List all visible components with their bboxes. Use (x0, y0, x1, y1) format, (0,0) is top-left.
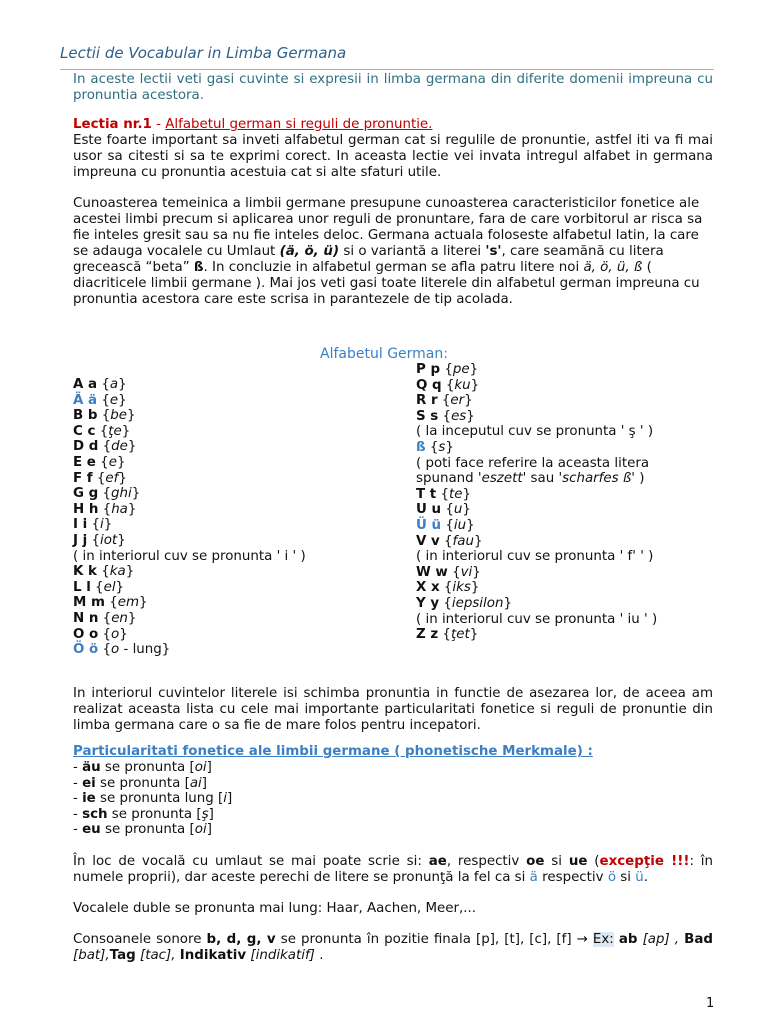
alphabet-letter: Ä ä (73, 392, 98, 408)
alphabet-right-column (416, 362, 657, 643)
alphabet-pronunciation: iot (100, 532, 118, 548)
alphabet-row: O o {o} (73, 626, 128, 642)
example-pron-1: [ap] , (642, 932, 680, 947)
exception-label: excepţie !!! (599, 854, 690, 869)
note-part: ' sau ' (522, 471, 563, 487)
alphabet-letter: X x (416, 580, 440, 596)
example-pron-4: [indikatif] (250, 948, 315, 963)
phonetic-rule: - sch se pronunta [ş] (73, 806, 214, 822)
alphabet-row: I i {i} (73, 517, 113, 533)
phonetic-rule: - eu se pronunta [oi] (73, 822, 212, 838)
u-text-8: . (643, 870, 649, 885)
alphabet-left-column (73, 377, 306, 658)
c-text-2: se pronunta în pozitie finala [p], [t], [c], [f] (280, 932, 572, 947)
sonorous-letters: b, d, g, v (206, 932, 276, 947)
rule-text: se pronunta (100, 760, 190, 775)
alphabet-letter: U u (416, 502, 442, 518)
document-title: Lectii de Vocabular in Limba Germana (60, 44, 347, 62)
alphabet-row: J j {iot} (73, 532, 126, 548)
alphabet-letter: F f (73, 470, 93, 486)
alphabet-note (416, 471, 657, 487)
note-italic: scharfes ß (562, 471, 632, 487)
alphabet-suffix: - lung (119, 642, 162, 658)
alphabet-pronunciation: el (103, 579, 116, 595)
u-text-4: ( (594, 854, 600, 869)
rule-text: se pronunta lung (95, 791, 219, 807)
p2-text-5: ( diacriticele limbii germane ). Mai jos veti gasi toate literele din alfabetul german impreuna cu pronuntia acestora care este scrisa in parantezele de tip acolada. (73, 260, 700, 307)
alphabet-letter: L l (73, 579, 91, 595)
alphabet-row: S s {es} (416, 408, 475, 424)
alphabet-title: Alfabetul German: (320, 346, 448, 362)
alphabet-pronunciation: iepsilon (451, 595, 504, 611)
rule-prefix: - (73, 806, 83, 822)
alphabet-row: L l {el} (73, 579, 125, 595)
umlaut-u: ü (635, 870, 644, 885)
alphabet-row: Ä ä {e} (73, 392, 127, 408)
alphabet-pronunciation: ghi (111, 486, 132, 502)
alphabet-row: Z z {ţet} (416, 627, 479, 643)
alphabet-letter: K k (73, 564, 97, 580)
consonants-paragraph (73, 932, 713, 964)
alphabet-pronunciation: pe (452, 362, 470, 377)
alphabet-letter: V v (416, 533, 440, 549)
u-text-1: În loc de vocală cu umlaut se mai poate scrie si: (73, 854, 422, 869)
u-text-6: respectiv (542, 870, 604, 885)
rule-text: se pronunta (100, 822, 190, 838)
alphabet-row: G g {ghi} (73, 486, 141, 502)
rule-pronunciation: ş (201, 806, 209, 822)
alphabet-pronunciation: ha (111, 501, 128, 517)
umlaut-a: ä (529, 870, 538, 885)
alphabet-letter: O o (73, 626, 99, 642)
alphabet-letter: W w (416, 564, 448, 580)
alphabet-letter: Ö ö (73, 642, 99, 658)
alphabet-pronunciation: ku (454, 377, 471, 393)
alphabet-pronunciation: em (117, 595, 140, 611)
alphabet-letter: Y y (416, 595, 440, 611)
rule-prefix: - (73, 775, 83, 791)
alphabet-note: ( in interiorul cuv se pronunta ' i ' ) (73, 548, 306, 564)
alphabet-row: D d {de} (73, 439, 137, 455)
alphabet-pronunciation: a (109, 377, 119, 392)
example-label: Ex: (592, 932, 614, 947)
rule-text: se pronunta (107, 806, 197, 822)
alphabet-row: N n {en} (73, 610, 137, 626)
p2-text-4: . In concluzie in alfabetul german se afla patru litere noi (203, 260, 580, 275)
intro-paragraph: In aceste lectii veti gasi cuvinte si expresii in limba germana din diferite domenii impreuna cu pronuntia acestora. (73, 72, 713, 103)
alphabet-row: F f {ef} (73, 470, 127, 486)
u-text-5: : în numele proprii), dar aceste perechi de litere se pronunţă la fel ca si (73, 854, 713, 885)
alphabet-note: ( poti face referire la aceasta litera (416, 455, 650, 471)
note-italic: eszett (481, 471, 523, 487)
alphabet-pronunciation: fau (452, 533, 474, 549)
alphabet-letter: J j (73, 532, 88, 548)
alphabet-letter: ß (416, 439, 426, 455)
alphabet-row: K k {ka} (73, 564, 135, 580)
alphabet-pronunciation: vi (460, 564, 473, 580)
page-number: 1 (706, 996, 715, 1011)
alphabet-letter: G g (73, 486, 99, 502)
phonetics-heading: Particularitati fonetice ale limbii germane ( phonetische Merkmale) : (73, 744, 593, 759)
u-text-7: si (620, 870, 631, 885)
alphabet-row: W w {vi} (416, 564, 481, 580)
alphabet-row: H h {ha} (73, 501, 137, 517)
rule-pronunciation: ai (189, 775, 202, 791)
alphabet-pronunciation: s (438, 439, 446, 455)
alphabet-pronunciation: ţe (108, 423, 122, 439)
alphabet-pronunciation: te (448, 486, 463, 502)
alphabet-letter: Z z (416, 627, 439, 643)
eszett-letter: ß (193, 260, 204, 275)
pronunciation-paragraph: In interiorul cuvintelor literele isi schimba pronuntia in functie de asezarea lor, de aceea am realizat aceasta lista cu cele mai importante particularitati fonetice si reguli de pronuntie din limba germana care o sa fie de mare folos pentru incepatori. (73, 686, 713, 733)
alphabet-note: ( la inceputul cuv se pronunta ' ş ' ) (416, 424, 654, 440)
phonetic-rule: - ie se pronunta lung [i] (73, 791, 233, 807)
p2-text-3: , care seamănă cu litera grecească “beta” (73, 244, 664, 275)
lesson-heading (73, 117, 713, 133)
alphabet-row: E e {e} (73, 454, 126, 470)
lesson-section (73, 117, 713, 181)
alphabet-pronunciation: be (110, 408, 127, 424)
alphabet-pronunciation: ţet (450, 627, 470, 643)
rule-pronunciation: oi (194, 822, 207, 838)
alphabet-letter: Q q (416, 377, 442, 393)
example-word-3: Tag (109, 948, 136, 963)
phonetics-intro-paragraph (73, 196, 713, 308)
alphabet-letter: D d (73, 439, 99, 455)
umlaut-o: ö (607, 870, 617, 885)
ue-pair: ue (568, 854, 588, 869)
rule-letters: äu (82, 760, 101, 775)
double-vowels-paragraph: Vocalele duble se pronunta mai lung: Haar, Aachen, Meer,... (73, 901, 477, 916)
phonetic-rule: - äu se pronunta [oi] (73, 760, 212, 775)
note-part: ' ) (631, 471, 645, 487)
alphabet-row: Ü ü {iu} (416, 517, 475, 533)
rule-letters: eu (82, 822, 101, 838)
alphabet-pronunciation: u (453, 502, 463, 518)
rule-letters: ei (82, 775, 96, 791)
alphabet-row: C c {ţe} (73, 423, 131, 439)
example-word-2: Bad (684, 932, 713, 947)
header-divider (60, 69, 714, 70)
alphabet-pronunciation: de (111, 439, 128, 455)
alphabet-pronunciation: ef (105, 470, 119, 486)
rule-letters: ie (82, 791, 96, 807)
alphabet-row: Y y {iepsilon} (416, 595, 512, 611)
alphabet-pronunciation: e (108, 454, 117, 470)
alphabet-pronunciation: e (109, 392, 119, 408)
alphabet-letter: R r (416, 393, 438, 409)
rule-prefix: - (73, 791, 83, 807)
rule-letters: sch (82, 806, 108, 822)
note-part: spunand ' (416, 471, 482, 487)
example-word-1: ab (618, 932, 638, 947)
alphabet-pronunciation: o (111, 626, 120, 642)
alphabet-row: B b {be} (73, 408, 136, 424)
alphabet-pronunciation: ka (109, 564, 126, 580)
alphabet-letter: E e (73, 454, 96, 470)
alphabet-letter: T t (416, 486, 437, 502)
alphabet-letter: N n (73, 610, 99, 626)
alphabet-letter: S s (416, 408, 439, 424)
alphabet-pronunciation: en (111, 610, 128, 626)
rule-prefix: - (73, 822, 83, 838)
alphabet-note: ( in interiorul cuv se pronunta ' f' ' ) (416, 549, 654, 565)
lesson-separator: - (156, 117, 161, 132)
umlaut-letters: (ä, ö, ü) (279, 244, 340, 259)
u-text-2: , respectiv (446, 854, 520, 869)
alphabet-note: ( in interiorul cuv se pronunta ' iu ' ) (416, 611, 658, 627)
alphabet-row: Ö ö {o - lung} (73, 642, 171, 658)
alphabet-letter: M m (73, 595, 105, 611)
alphabet-letter: B b (73, 408, 98, 424)
alphabet-letter: H h (73, 501, 99, 517)
alphabet-pronunciation: iks (452, 580, 471, 596)
rule-prefix: - (73, 760, 83, 775)
c-end: . (319, 948, 324, 963)
alphabet-row: Q q {ku} (416, 377, 480, 393)
alphabet-letter: A a (73, 377, 98, 392)
oe-pair: oe (526, 854, 545, 869)
alphabet-letter: I i (73, 517, 88, 533)
new-letters: ä, ö, ü, ß (583, 260, 643, 275)
alphabet-row: P p {pe} (416, 362, 479, 377)
p2-text-1: Cunoasterea temeinica a limbii germane presupune cunoasterea caracteristicilor fonetice ale acestei limbi precum si aplicarea unor reguli de pronuntare, fara de care vorbitorul ar risca sa fie inteles gresit sau sa nu fie inteles deloc. Germana actuala foloseste alfabetul latin, la care se adauga vocalele cu Umlaut (73, 196, 703, 259)
phonetic-rule: - ei se pronunta [ai] (73, 775, 207, 791)
lesson-text: Este foarte important sa inveti alfabetul german cat si regulile de pronuntie, astfel iti va fi mai usor sa citesti si sa te exprimi corect. In aceasta lectie vei invata intregul alfabet in germana impreuna cu pronuntia acestuia cat si alte sfaturi utile. (73, 133, 713, 180)
lesson-title: Alfabetul german si reguli de pronuntie. (165, 117, 433, 132)
alphabet-letter: P p (416, 362, 441, 377)
phonetics-rules-list (73, 760, 232, 838)
alphabet-pronunciation: er (450, 393, 465, 409)
alphabet-row: M m {em} (73, 595, 148, 611)
alphabet-pronunciation: es (451, 408, 467, 424)
alphabet-row: ß {s} (416, 439, 454, 455)
alphabet-row: R r {er} (416, 393, 473, 409)
rule-pronunciation: oi (194, 760, 207, 775)
alphabet-letter: C c (73, 423, 96, 439)
rule-pronunciation: i (223, 791, 227, 807)
c-text-1: Consoanele sonore (73, 932, 202, 947)
example-word-4: Indikativ (179, 948, 247, 963)
alphabet-row: V v {fau} (416, 533, 483, 549)
rule-text: se pronunta (95, 775, 185, 791)
alphabet-letter: Ü ü (416, 517, 442, 533)
alphabet-pronunciation: iu (453, 517, 467, 533)
example-pron-3: [tac], (139, 948, 176, 963)
arrow-icon: → (576, 932, 588, 947)
p2-text-2: si o variantă a literei (343, 244, 482, 259)
ae-pair: ae (428, 854, 447, 869)
u-text-3: si (551, 854, 562, 869)
lesson-number: Lectia nr.1 (73, 117, 152, 132)
alphabet-row: U u {u} (416, 502, 471, 518)
alphabet-row: A a {a} (73, 377, 127, 392)
s-letter: 's' (485, 244, 502, 259)
alphabet-row: T t {te} (416, 486, 472, 502)
alphabet-row: X x {iks} (416, 580, 480, 596)
alphabet-pronunciation: i (100, 517, 104, 533)
example-pron-2: [bat], (73, 948, 110, 963)
umlaut-paragraph (73, 854, 713, 886)
alphabet-pronunciation: o (111, 642, 120, 658)
